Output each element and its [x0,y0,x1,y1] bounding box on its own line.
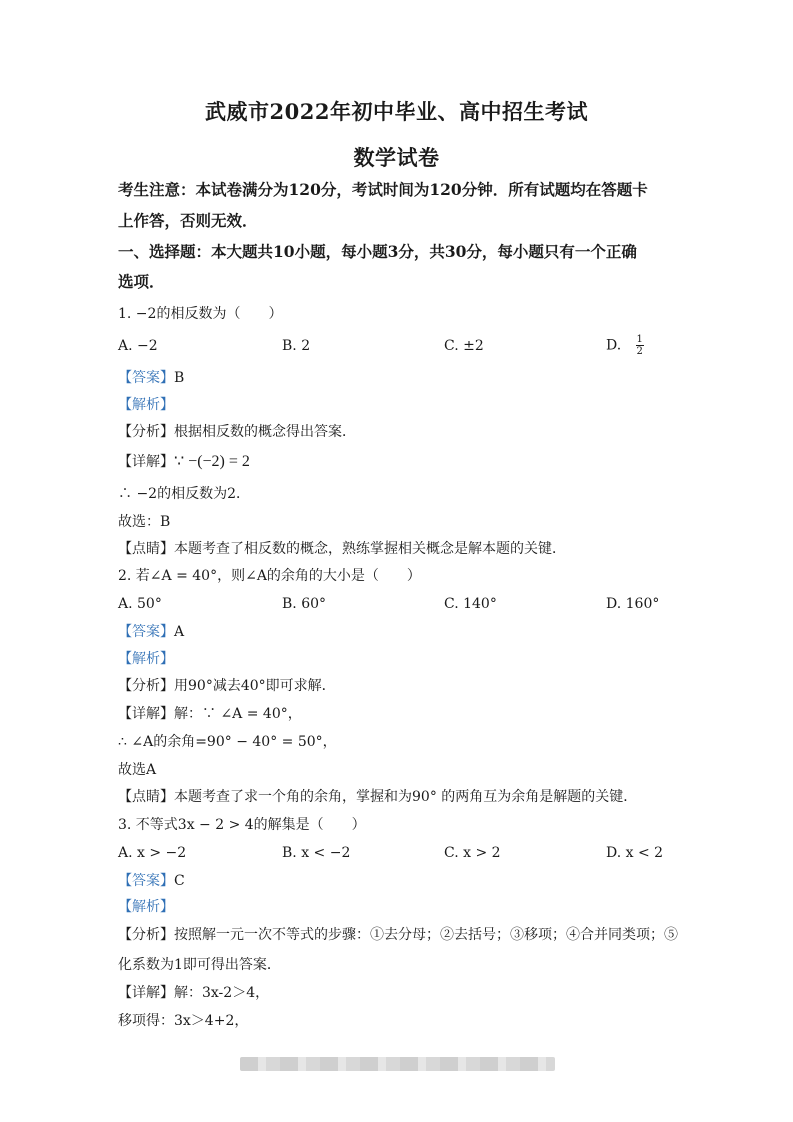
q2-fenxi-line [118,677,678,695]
q3-fenxi: 按照解一元一次不等式的步骤：①去分母；②去括号；③移项；④合并同类项；⑤ [174,927,678,943]
q1-option-d-label: D. [606,337,622,354]
q1-xiangjie-line [118,453,678,471]
q1-option-a: A. −2 [118,338,158,354]
q1-xiangjie: ∵ −(−2) = 2 [174,453,250,470]
q1-fenxi: 根据相反数的概念得出答案． [174,424,356,440]
blurred-footer-watermark [240,1057,555,1071]
exam-subtitle: 数学试卷 [353,145,440,170]
q3-fenxi-line-2: 化系数为1即可得出答案． [118,957,281,973]
xiangjie-tag: 【详解】 [118,985,174,1001]
xiangjie-tag: 【详解】 [118,454,174,470]
q2-stem: 2. 若∠A = 40°，则∠A的余角的大小是（ ） [118,568,421,584]
q2-answer: A [174,624,185,640]
q1-conclusion: ∴ −2的相反数为2． [118,486,250,502]
q2-dianjing-line [118,788,678,806]
fraction-numerator: 1 [636,334,643,345]
q3-fenxi-line [118,926,678,944]
q1-option-b: B. 2 [282,338,311,354]
q1-option-d [606,334,644,357]
notice-line-1: 考生注意：本试卷满分为120分，考试时间为120分钟．所有试题均在答题卡 [118,180,648,199]
q3-stem: 3. 不等式3x − 2 > 4的解集是（ ） [118,817,366,833]
q3-answer-line [118,872,678,890]
answer-tag: 【答案】 [118,873,174,889]
section-heading-line-2: 选项． [118,272,165,291]
q1-analysis-tag: 【解析】 [118,397,174,413]
q1-option-c: C. ±2 [444,338,484,354]
answer-tag: 【答案】 [118,370,174,386]
exam-title: 武威市2022年初中毕业、高中招生考试 [205,99,588,124]
fenxi-tag: 【分析】 [118,678,174,694]
q2-analysis-tag: 【解析】 [118,651,174,667]
q3-xiangjie: 解：3x-2＞4， [174,985,270,1001]
q1-fenxi-line [118,423,678,441]
q1-dianjing: 本题考查了相反数的概念，熟练掌握相关概念是解本题的关键． [174,541,566,557]
q2-answer-line [118,623,678,641]
fenxi-tag: 【分析】 [118,424,174,440]
q1-choose: 故选：B [118,514,171,530]
dianjing-tag: 【点睛】 [118,541,174,557]
q2-xiangjie: 解：∵ ∠A = 40°， [174,706,302,722]
xiangjie-tag: 【详解】 [118,706,174,722]
q1-option-d-fraction [636,334,644,357]
q1-dianjing-line [118,540,678,558]
q3-step-2: 移项得：3x＞4+2， [118,1013,249,1029]
q3-xiangjie-line [118,984,678,1002]
q3-option-c: C. x > 2 [444,845,501,861]
q1-answer: B [174,370,185,386]
q2-option-a: A. 50° [118,596,162,612]
q2-conclusion: ∴ ∠A的余角=90° − 40° = 50°， [118,734,337,750]
q2-xiangjie-line [118,705,678,723]
q3-answer: C [174,873,185,889]
q2-option-d: D. 160° [606,596,660,612]
q2-option-b: B. 60° [282,596,327,612]
q1-stem: 1. −2的相反数为（ ） [118,306,283,322]
q2-choose: 故选A [118,762,157,778]
q2-option-c: C. 140° [444,596,497,612]
q2-fenxi: 用90°减去40°即可求解． [174,678,336,694]
section-heading-line-1: 一、选择题：本大题共10小题，每小题3分，共30分，每小题只有一个正确 [118,242,637,261]
notice-line-2: 上作答，否则无效． [118,211,258,230]
fenxi-tag: 【分析】 [118,927,174,943]
q2-dianjing: 本题考查了求一个角的余角，掌握和为90° 的两角互为余角是解题的关键． [174,789,638,805]
q3-option-b: B. x < −2 [282,845,351,861]
q3-option-d: D. x < 2 [606,845,664,861]
fraction-denominator: 2 [636,346,643,357]
q3-option-a: A. x > −2 [118,845,187,861]
q3-analysis-tag: 【解析】 [118,899,174,915]
answer-tag: 【答案】 [118,624,174,640]
dianjing-tag: 【点睛】 [118,789,174,805]
q1-answer-line [118,369,678,387]
